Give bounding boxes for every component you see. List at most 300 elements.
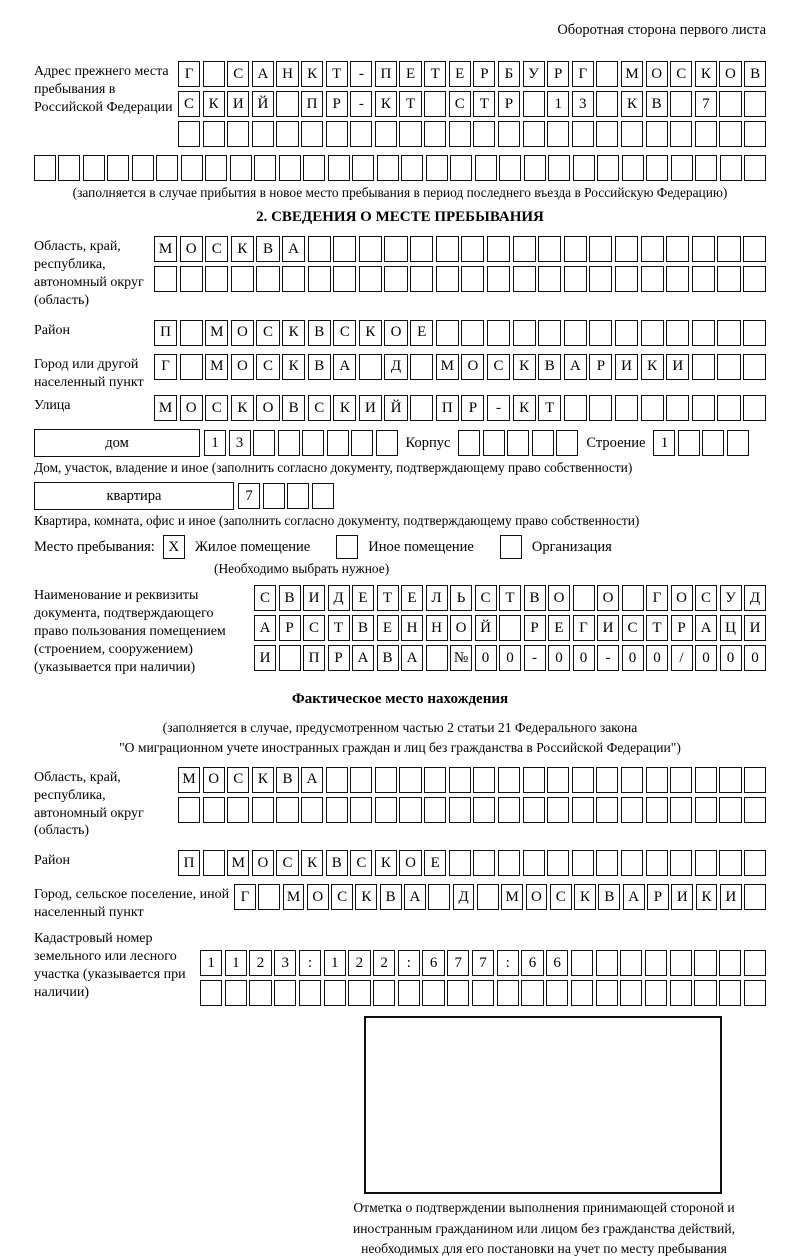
char-cell: В bbox=[646, 91, 668, 117]
char-cell: 3 bbox=[274, 950, 296, 976]
char-cell: 0 bbox=[622, 645, 644, 671]
char-cell bbox=[324, 980, 346, 1006]
char-cell: 0 bbox=[720, 645, 742, 671]
char-cell bbox=[646, 155, 668, 181]
char-cell bbox=[327, 430, 349, 456]
char-cell bbox=[254, 155, 276, 181]
char-cell bbox=[473, 767, 495, 793]
char-cell bbox=[449, 797, 471, 823]
char-cell: / bbox=[671, 645, 693, 671]
char-cell: А bbox=[401, 645, 423, 671]
char-cell: Й bbox=[252, 91, 274, 117]
actual-city-row bbox=[234, 884, 766, 910]
char-cell bbox=[231, 266, 254, 292]
char-cell bbox=[621, 797, 643, 823]
char-cell: Г bbox=[154, 354, 177, 380]
actual-location-note-1: (заполняется в случае, предусмотренном частью 2 статьи 21 Федерального закона bbox=[162, 719, 638, 735]
char-cell: П bbox=[375, 61, 397, 87]
char-cell: П bbox=[178, 850, 200, 876]
char-cell bbox=[744, 121, 766, 147]
char-cell bbox=[424, 121, 446, 147]
korpus-label: Корпус bbox=[405, 434, 451, 451]
char-cell bbox=[449, 767, 471, 793]
house-row bbox=[34, 429, 766, 457]
char-cell: С bbox=[550, 884, 572, 910]
char-cell: В bbox=[598, 884, 620, 910]
char-cell: Т bbox=[538, 395, 561, 421]
char-cell: П bbox=[301, 91, 323, 117]
char-cell bbox=[279, 155, 301, 181]
char-cell bbox=[615, 320, 638, 346]
document-label: Наименование и реквизиты документа, подтверждающего право пользования помещением (строением, сооружением) (указывается при наличии) bbox=[34, 588, 226, 676]
stay-type-option-organization: Организация bbox=[531, 538, 612, 555]
char-cell bbox=[666, 266, 689, 292]
char-cell bbox=[547, 850, 569, 876]
char-cell bbox=[424, 91, 446, 117]
char-cell bbox=[621, 121, 643, 147]
char-cell: 0 bbox=[499, 645, 521, 671]
char-cell bbox=[694, 980, 716, 1006]
char-cell bbox=[671, 155, 693, 181]
char-cell bbox=[513, 320, 536, 346]
char-cell: Е bbox=[352, 585, 374, 611]
street-field bbox=[34, 395, 766, 425]
char-cell bbox=[436, 266, 459, 292]
char-cell bbox=[447, 980, 469, 1006]
char-cell bbox=[498, 797, 520, 823]
char-cell: П bbox=[303, 645, 325, 671]
char-cell bbox=[203, 121, 225, 147]
confirmation-stamp-box bbox=[364, 1016, 722, 1194]
char-cell: Д bbox=[384, 354, 407, 380]
char-cell bbox=[461, 266, 484, 292]
char-cell bbox=[299, 980, 321, 1006]
char-cell: С bbox=[256, 354, 279, 380]
char-cell bbox=[359, 236, 382, 262]
actual-district-row bbox=[178, 850, 766, 876]
char-cell bbox=[571, 950, 593, 976]
char-cell bbox=[154, 266, 177, 292]
apartment-row bbox=[34, 482, 766, 510]
section2-title: 2. СВЕДЕНИЯ О МЕСТЕ ПРЕБЫВАНИЯ bbox=[256, 209, 544, 225]
char-cell: Р bbox=[326, 91, 348, 117]
char-cell bbox=[670, 980, 692, 1006]
char-cell bbox=[589, 395, 612, 421]
char-cell bbox=[597, 155, 619, 181]
char-cell: 0 bbox=[646, 645, 668, 671]
char-cell: В bbox=[279, 585, 301, 611]
stay-type-checkbox-residential: X bbox=[163, 535, 185, 559]
char-cell: Р bbox=[589, 354, 612, 380]
street-label: Улица bbox=[34, 398, 71, 414]
char-cell bbox=[225, 980, 247, 1006]
char-cell bbox=[375, 121, 397, 147]
stamp-caption: Отметка о подтверждении выполнения принимающей стороной и иностранным гражданином или лицом без гражданства действий, необходимых для его постановки на учет по месту пребывания bbox=[353, 1200, 735, 1256]
char-cell bbox=[670, 850, 692, 876]
char-cell: - bbox=[597, 645, 619, 671]
char-cell bbox=[428, 884, 450, 910]
char-cell bbox=[256, 266, 279, 292]
char-cell: К bbox=[513, 354, 536, 380]
char-cell bbox=[727, 430, 749, 456]
street-row bbox=[154, 395, 766, 421]
actual-city-label: Город, сельское поселение, иной населенный пункт bbox=[34, 887, 230, 921]
char-cell: О bbox=[646, 61, 668, 87]
char-cell bbox=[744, 950, 766, 976]
prev-address-row-4 bbox=[34, 155, 766, 181]
char-cell bbox=[497, 980, 519, 1006]
char-cell bbox=[744, 884, 766, 910]
region-field bbox=[34, 236, 766, 310]
char-cell bbox=[350, 121, 372, 147]
char-cell: Т bbox=[499, 585, 521, 611]
char-cell: Р bbox=[279, 615, 301, 641]
char-cell: Й bbox=[384, 395, 407, 421]
char-cell bbox=[449, 850, 471, 876]
char-cell: М bbox=[154, 395, 177, 421]
char-cell: Ь bbox=[450, 585, 472, 611]
char-cell bbox=[645, 950, 667, 976]
char-cell bbox=[499, 155, 521, 181]
char-cell bbox=[326, 797, 348, 823]
char-cell: А bbox=[254, 615, 276, 641]
char-cell bbox=[589, 320, 612, 346]
char-cell bbox=[156, 155, 178, 181]
char-cell: Г bbox=[234, 884, 256, 910]
char-cell bbox=[227, 121, 249, 147]
char-cell bbox=[373, 980, 395, 1006]
city-field bbox=[34, 354, 766, 392]
char-cell bbox=[473, 850, 495, 876]
char-cell bbox=[596, 121, 618, 147]
char-cell bbox=[498, 121, 520, 147]
char-cell: 2 bbox=[348, 950, 370, 976]
char-cell: В bbox=[282, 395, 305, 421]
char-cell bbox=[744, 91, 766, 117]
char-cell bbox=[646, 121, 668, 147]
char-cell bbox=[719, 950, 741, 976]
char-cell: М bbox=[178, 767, 200, 793]
char-cell bbox=[622, 155, 644, 181]
char-cell bbox=[670, 767, 692, 793]
char-cell: С bbox=[670, 61, 692, 87]
char-cell bbox=[573, 585, 595, 611]
char-cell: - bbox=[350, 91, 372, 117]
char-cell bbox=[472, 980, 494, 1006]
char-cell: 0 bbox=[744, 645, 766, 671]
char-cell bbox=[695, 155, 717, 181]
char-cell bbox=[621, 767, 643, 793]
house-box-label: дом bbox=[34, 429, 200, 457]
char-cell: Е bbox=[548, 615, 570, 641]
char-cell bbox=[384, 236, 407, 262]
char-cell: К bbox=[355, 884, 377, 910]
char-cell bbox=[743, 354, 766, 380]
char-cell: С bbox=[178, 91, 200, 117]
char-cell: К bbox=[574, 884, 596, 910]
char-cell: В bbox=[380, 884, 402, 910]
char-cell bbox=[308, 236, 331, 262]
char-cell bbox=[615, 266, 638, 292]
char-cell bbox=[692, 395, 715, 421]
char-cell bbox=[258, 884, 280, 910]
char-cell bbox=[596, 950, 618, 976]
char-cell bbox=[546, 980, 568, 1006]
char-cell bbox=[719, 767, 741, 793]
char-cell bbox=[596, 61, 618, 87]
char-cell: И bbox=[597, 615, 619, 641]
char-cell: Е bbox=[449, 61, 471, 87]
char-cell bbox=[487, 266, 510, 292]
char-cell bbox=[719, 980, 741, 1006]
actual-city-field bbox=[34, 884, 766, 922]
char-cell bbox=[178, 121, 200, 147]
char-cell: 0 bbox=[695, 645, 717, 671]
char-cell: : bbox=[497, 950, 519, 976]
char-cell: У bbox=[720, 585, 742, 611]
district-row bbox=[154, 320, 766, 346]
char-cell: К bbox=[695, 61, 717, 87]
char-cell bbox=[58, 155, 80, 181]
char-cell bbox=[695, 797, 717, 823]
char-cell: М bbox=[501, 884, 523, 910]
char-cell: 3 bbox=[229, 430, 251, 456]
char-cell bbox=[641, 395, 664, 421]
house-note: Дом, участок, владение и иное (заполнить согласно документу, подтверждающему право собственности) bbox=[34, 460, 633, 476]
char-cell bbox=[744, 767, 766, 793]
char-cell bbox=[646, 767, 668, 793]
char-cell: 0 bbox=[573, 645, 595, 671]
char-cell: О bbox=[597, 585, 619, 611]
char-cell: И bbox=[666, 354, 689, 380]
char-cell bbox=[743, 236, 766, 262]
char-cell bbox=[538, 236, 561, 262]
char-cell: О bbox=[719, 61, 741, 87]
char-cell bbox=[720, 155, 742, 181]
char-cell: Е bbox=[377, 615, 399, 641]
char-cell: Р bbox=[647, 884, 669, 910]
char-cell: 3 bbox=[572, 91, 594, 117]
char-cell: К bbox=[641, 354, 664, 380]
char-cell bbox=[523, 767, 545, 793]
char-cell: С bbox=[303, 615, 325, 641]
char-cell: М bbox=[205, 354, 228, 380]
char-cell: - bbox=[524, 645, 546, 671]
document-row-2 bbox=[254, 615, 766, 641]
char-cell bbox=[352, 155, 374, 181]
char-cell bbox=[744, 797, 766, 823]
char-cell: С bbox=[227, 767, 249, 793]
char-cell bbox=[523, 121, 545, 147]
char-cell: Т bbox=[473, 91, 495, 117]
char-cell: 7 bbox=[238, 483, 260, 509]
char-cell bbox=[743, 395, 766, 421]
char-cell: С bbox=[449, 91, 471, 117]
actual-district-field bbox=[34, 850, 766, 880]
stay-type-label: Место пребывания: bbox=[34, 538, 155, 555]
char-cell bbox=[695, 121, 717, 147]
char-cell bbox=[376, 430, 398, 456]
char-cell: В bbox=[744, 61, 766, 87]
char-cell: Г bbox=[646, 585, 668, 611]
char-cell bbox=[351, 430, 373, 456]
char-cell: О bbox=[231, 354, 254, 380]
char-cell bbox=[538, 320, 561, 346]
char-cell bbox=[424, 797, 446, 823]
char-cell: С bbox=[276, 850, 298, 876]
char-cell: И bbox=[254, 645, 276, 671]
char-cell: С bbox=[227, 61, 249, 87]
actual-region-field bbox=[34, 767, 766, 841]
char-cell bbox=[276, 91, 298, 117]
char-cell bbox=[350, 767, 372, 793]
char-cell bbox=[422, 980, 444, 1006]
char-cell bbox=[670, 121, 692, 147]
char-cell bbox=[564, 395, 587, 421]
char-cell bbox=[359, 266, 382, 292]
char-cell bbox=[717, 320, 740, 346]
char-cell: И bbox=[615, 354, 638, 380]
char-cell bbox=[263, 483, 285, 509]
char-cell: Л bbox=[426, 585, 448, 611]
char-cell bbox=[399, 121, 421, 147]
char-cell bbox=[513, 236, 536, 262]
char-cell bbox=[473, 797, 495, 823]
char-cell: С bbox=[475, 585, 497, 611]
char-cell: 1 bbox=[324, 950, 346, 976]
char-cell bbox=[287, 483, 309, 509]
char-cell: Г bbox=[572, 61, 594, 87]
char-cell: И bbox=[744, 615, 766, 641]
char-cell bbox=[410, 395, 433, 421]
char-cell bbox=[596, 797, 618, 823]
house-cells bbox=[204, 430, 398, 456]
char-cell bbox=[426, 645, 448, 671]
actual-district-label: Район bbox=[34, 853, 70, 869]
char-cell bbox=[548, 155, 570, 181]
char-cell: Й bbox=[475, 615, 497, 641]
cadastral-field bbox=[34, 928, 766, 1010]
char-cell bbox=[276, 121, 298, 147]
char-cell bbox=[641, 236, 664, 262]
char-cell: 1 bbox=[547, 91, 569, 117]
char-cell: Н bbox=[426, 615, 448, 641]
char-cell bbox=[666, 395, 689, 421]
char-cell: К bbox=[282, 320, 305, 346]
char-cell bbox=[252, 121, 274, 147]
char-cell bbox=[744, 980, 766, 1006]
char-cell bbox=[326, 767, 348, 793]
region-label: Область, край, республика, автономный округ (область) bbox=[34, 239, 144, 308]
prev-address-field bbox=[34, 61, 766, 151]
char-cell bbox=[276, 797, 298, 823]
char-cell: Р bbox=[524, 615, 546, 641]
char-cell: : bbox=[299, 950, 321, 976]
char-cell: О bbox=[450, 615, 472, 641]
char-cell bbox=[399, 797, 421, 823]
char-cell bbox=[646, 850, 668, 876]
document-row-3 bbox=[254, 645, 766, 671]
char-cell: Е bbox=[424, 850, 446, 876]
char-cell: О bbox=[252, 850, 274, 876]
char-cell: О bbox=[384, 320, 407, 346]
char-cell bbox=[436, 236, 459, 262]
char-cell bbox=[279, 645, 301, 671]
char-cell: О bbox=[180, 395, 203, 421]
char-cell: А bbox=[695, 615, 717, 641]
char-cell bbox=[278, 430, 300, 456]
char-cell: Е bbox=[410, 320, 433, 346]
char-cell: М bbox=[227, 850, 249, 876]
char-cell bbox=[312, 483, 334, 509]
char-cell bbox=[670, 950, 692, 976]
char-cell: А bbox=[352, 645, 374, 671]
char-cell bbox=[477, 884, 499, 910]
char-cell: О bbox=[461, 354, 484, 380]
char-cell bbox=[203, 850, 225, 876]
char-cell bbox=[692, 236, 715, 262]
char-cell: 2 bbox=[373, 950, 395, 976]
char-cell bbox=[692, 354, 715, 380]
char-cell: В bbox=[377, 645, 399, 671]
char-cell: В bbox=[326, 850, 348, 876]
char-cell: - bbox=[350, 61, 372, 87]
district-field bbox=[34, 320, 766, 350]
char-cell: Б bbox=[498, 61, 520, 87]
char-cell: Р bbox=[328, 645, 350, 671]
char-cell bbox=[666, 236, 689, 262]
char-cell bbox=[203, 797, 225, 823]
char-cell bbox=[458, 430, 480, 456]
char-cell: И bbox=[720, 884, 742, 910]
char-cell bbox=[573, 155, 595, 181]
char-cell bbox=[596, 91, 618, 117]
char-cell: К bbox=[333, 395, 356, 421]
char-cell: В bbox=[308, 354, 331, 380]
char-cell: О bbox=[180, 236, 203, 262]
char-cell: 7 bbox=[472, 950, 494, 976]
char-cell bbox=[564, 236, 587, 262]
char-cell bbox=[717, 354, 740, 380]
stay-type-checkbox-other bbox=[336, 535, 358, 559]
char-cell bbox=[399, 767, 421, 793]
char-cell: О bbox=[671, 585, 693, 611]
char-cell bbox=[743, 266, 766, 292]
char-cell bbox=[702, 430, 724, 456]
char-cell: 1 bbox=[204, 430, 226, 456]
char-cell: 6 bbox=[422, 950, 444, 976]
char-cell bbox=[743, 320, 766, 346]
char-cell bbox=[719, 121, 741, 147]
char-cell bbox=[719, 797, 741, 823]
actual-location-title: Фактическое место нахождения bbox=[291, 690, 509, 707]
char-cell bbox=[572, 121, 594, 147]
char-cell: И bbox=[227, 91, 249, 117]
char-cell: Г bbox=[573, 615, 595, 641]
document-field bbox=[34, 585, 766, 677]
char-cell: С bbox=[254, 585, 276, 611]
char-cell bbox=[564, 320, 587, 346]
char-cell bbox=[571, 980, 593, 1006]
char-cell: А bbox=[282, 236, 305, 262]
char-cell bbox=[426, 155, 448, 181]
char-cell: У bbox=[523, 61, 545, 87]
stay-type-option-residential: Жилое помещение bbox=[194, 538, 311, 555]
char-cell: Т bbox=[377, 585, 399, 611]
char-cell bbox=[524, 155, 546, 181]
char-cell: К bbox=[282, 354, 305, 380]
char-cell: К bbox=[231, 395, 254, 421]
